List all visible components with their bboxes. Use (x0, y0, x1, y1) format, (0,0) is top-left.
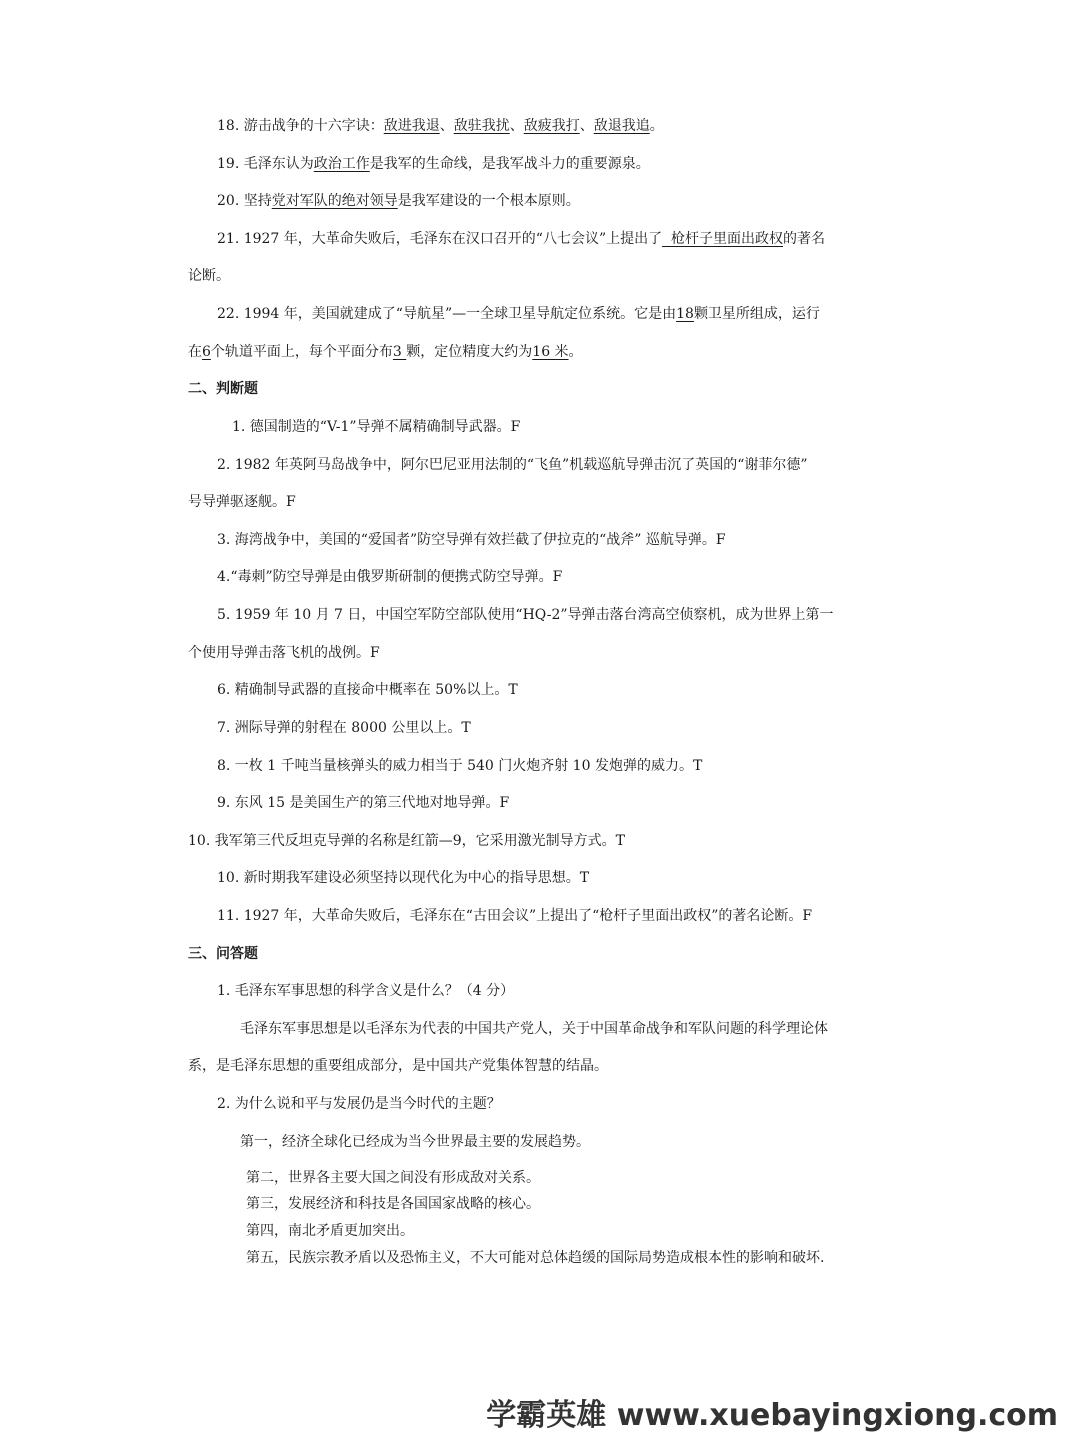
judge-item: 3. 海湾战争中，美国的“爱国者”防空导弹有效拦截了伊拉克的“战斧” 巡航导弹。F (217, 532, 726, 548)
judge-item: 号导弹驱逐舰。F (188, 494, 296, 510)
answer: 敌退我追 (593, 118, 650, 134)
section-heading: 二、判断题 (188, 381, 258, 397)
answer: 政治工作 (313, 156, 370, 172)
judge-item: 2. 1982 年英阿马岛战争中，阿尔巴尼亚用法制的“飞鱼”机载巡航导弹击沉了英国的“谢菲尔德” (217, 457, 808, 473)
judge-item: 1. 德国制造的“V-1”导弹不属精确制导武器。F (232, 419, 521, 435)
answer: 党对军队的绝对领导 (271, 193, 398, 209)
judge-item: 个使用导弹击落飞机的战例。F (188, 645, 380, 661)
fill-q21: 21. 1927 年，大革命失败后，毛泽东在汉口召开的“八七会议”上提出了 枪杆子里面出政权的著名 (217, 231, 826, 247)
qa-answer: 第三，发展经济和科技是各国国家战略的核心。 (246, 1196, 540, 1212)
answer: 敌驻我扰 (453, 118, 510, 134)
watermark: 学霸英雄 www.xuebayingxiong.com (486, 1398, 1058, 1433)
answer: 枪杆子里面出政权 (662, 231, 784, 247)
fill-q22-cont: 在6个轨道平面上，每个平面分布3 颗，定位精度大约为16 米。 (188, 344, 583, 360)
judge-item: 8. 一枚 1 千吨当量核弹头的威力相当于 540 门火炮齐射 10 发炮弹的威力。T (217, 758, 703, 774)
judge-item: 6. 精确制导武器的直接命中概率在 50%以上。T (217, 682, 518, 698)
answer: 18 (676, 306, 694, 322)
judge-item: 10. 我军第三代反坦克导弹的名称是红箭—9，它采用激光制导方式。T (188, 833, 625, 849)
qa-answer: 系，是毛泽东思想的重要组成部分，是中国共产党集体智慧的结晶。 (188, 1058, 608, 1074)
fill-q19: 19. 毛泽东认为政治工作是我军的生命线，是我军战斗力的重要源泉。 (217, 156, 650, 172)
answer: 16 米 (532, 344, 569, 360)
judge-item: 4.“毒刺”防空导弹是由俄罗斯研制的便携式防空导弹。F (217, 569, 563, 585)
answer: 敌疲我打 (523, 118, 580, 134)
section-heading: 三、问答题 (188, 946, 258, 962)
judge-item: 11. 1927 年，大革命失败后，毛泽东在“古田会议”上提出了“枪杆子里面出政权”的著名论断。F (217, 908, 813, 924)
judge-item: 9. 东风 15 是美国生产的第三代地对地导弹。F (217, 795, 510, 811)
judge-item: 10. 新时期我军建设必须坚持以现代化为中心的指导思想。T (217, 870, 590, 886)
answer: 3 (392, 344, 407, 360)
qa-answer: 第四，南北矛盾更加突出。 (246, 1223, 414, 1239)
qa-answer: 第五，民族宗教矛盾以及恐怖主义，不大可能对总体趋缓的国际局势造成根本性的影响和破坏. (246, 1250, 825, 1266)
fill-q18: 18. 游击战争的十六字诀：敌进我退、敌驻我扰、敌疲我打、敌退我追。 (217, 118, 664, 134)
qa-question: 1. 毛泽东军事思想的科学含义是什么？（4 分） (217, 983, 515, 999)
fill-q22: 22. 1994 年，美国就建成了“导航星”—一全球卫星导航定位系统。它是由18颗卫星所组成，运行 (217, 306, 820, 322)
fill-q20: 20. 坚持党对军队的绝对领导是我军建设的一个根本原则。 (217, 193, 580, 209)
fill-q21-cont: 论断。 (188, 268, 230, 284)
qa-answer: 第二，世界各主要大国之间没有形成敌对关系。 (246, 1170, 540, 1186)
answer: 6 (202, 344, 211, 360)
answer: 敌进我退 (383, 118, 440, 134)
qa-answer: 毛泽东军事思想是以毛泽东为代表的中国共产党人，关于中国革命战争和军队问题的科学理论体 (240, 1021, 828, 1037)
judge-item: 7. 洲际导弹的射程在 8000 公里以上。T (217, 720, 471, 736)
qa-answer: 第一，经济全球化已经成为当今世界最主要的发展趋势。 (240, 1134, 590, 1150)
qa-question: 2. 为什么说和平与发展仍是当今时代的主题？ (217, 1096, 501, 1112)
judge-item: 5. 1959 年 10 月 7 日，中国空军防空部队使用“HQ-2”导弹击落台湾高空侦察机，成为世界上第一 (217, 607, 834, 623)
